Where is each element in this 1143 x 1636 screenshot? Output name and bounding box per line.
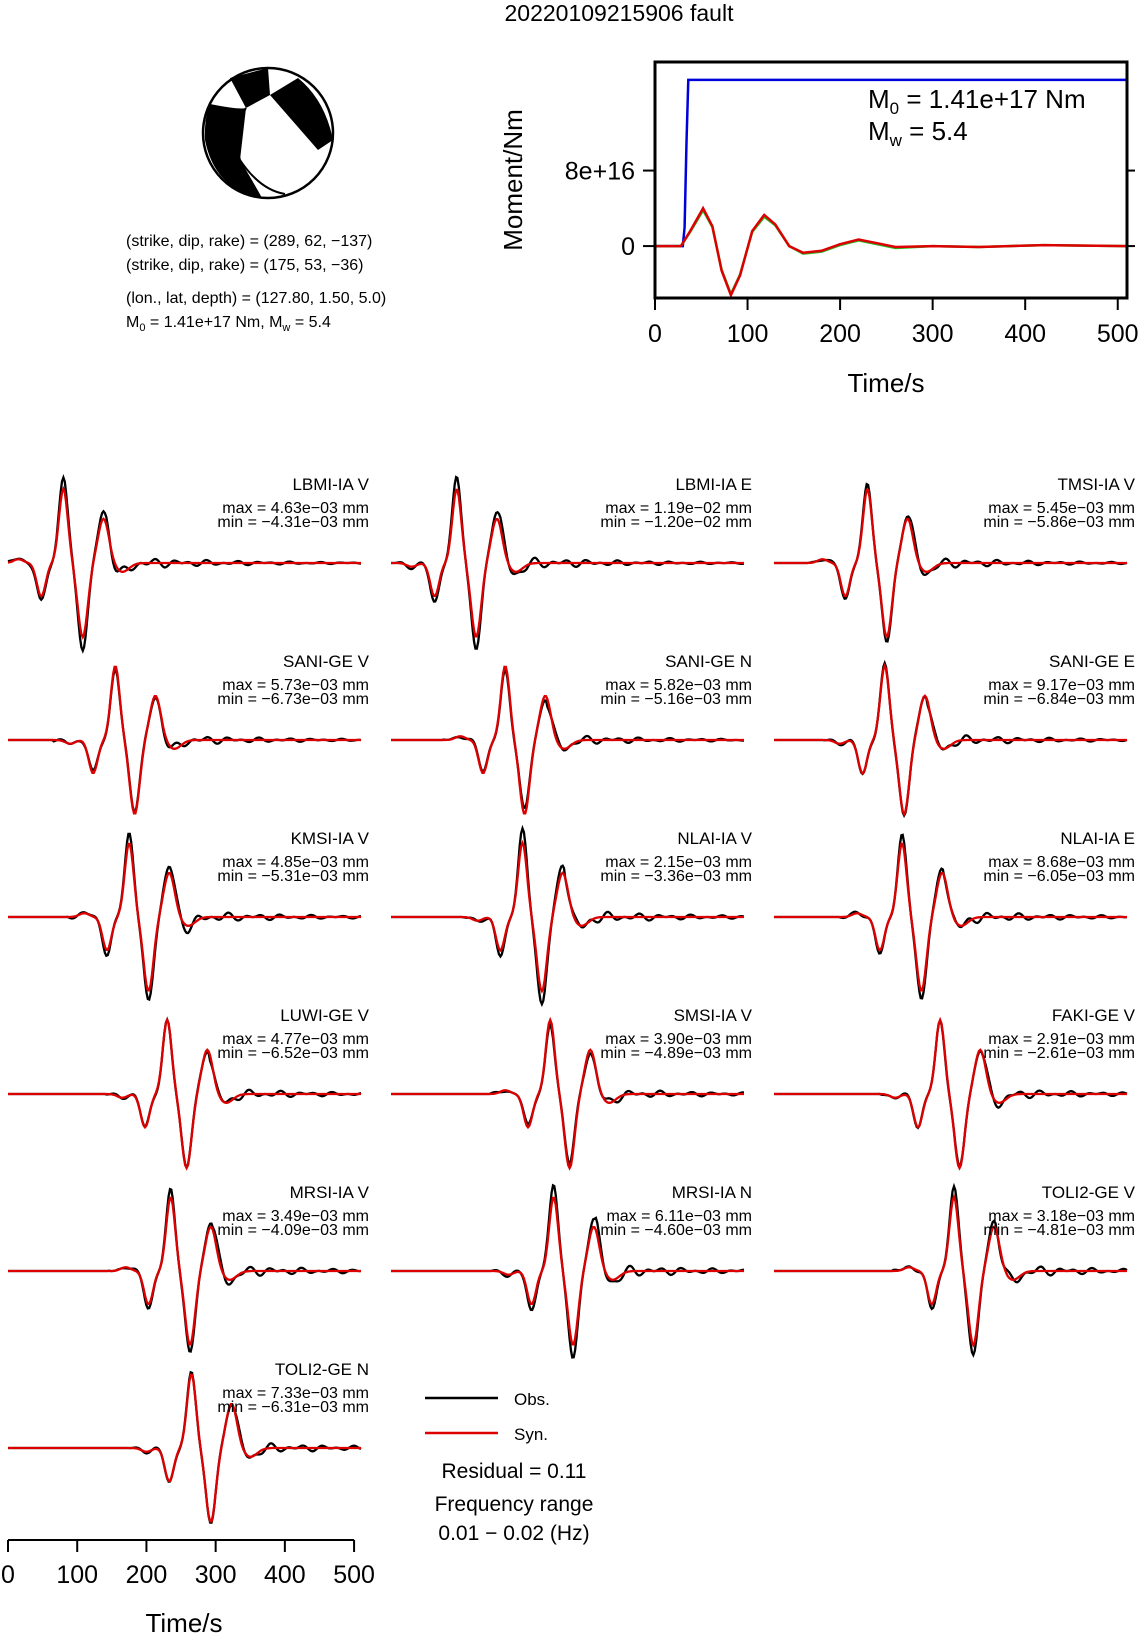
station-label: FAKI-GE V [1051, 1006, 1135, 1025]
station-max: max = 9.17e−03 mm [988, 677, 1135, 694]
station-label: MRSI-IA V [289, 1183, 369, 1202]
bottom-axis-label: Time/s [145, 1608, 223, 1636]
moment-y-tick-label: 8e+16 [564, 157, 635, 186]
station-label: SANI-GE N [665, 652, 752, 671]
station-min: min = −4.81e−03 mm [983, 1222, 1135, 1239]
station-max: max = 4.85e−03 mm [222, 854, 369, 871]
station-max: max = 3.49e−03 mm [222, 1208, 369, 1225]
station-label: SANI-GE E [1049, 652, 1135, 671]
station-min: min = −6.52e−03 mm [217, 1045, 369, 1062]
station-label: NLAI-IA V [677, 829, 752, 848]
station-label: NLAI-IA E [1060, 829, 1135, 848]
info-line-2: (strike, dip, rake) = (175, 53, −36) [126, 257, 364, 274]
station-max: max = 5.45e−03 mm [988, 500, 1135, 517]
bottom-axis-tick-label: 0 [1, 1561, 15, 1589]
station-min: min = −5.31e−03 mm [217, 868, 369, 885]
station-min: min = −4.09e−03 mm [217, 1222, 369, 1239]
station-min: min = −5.86e−03 mm [983, 514, 1135, 531]
legend-syn-label: Syn. [514, 1425, 549, 1444]
waveform-panel [8, 1360, 369, 1523]
station-min: min = −6.73e−03 mm [217, 691, 369, 708]
legend-obs-label: Obs. [514, 1390, 550, 1409]
moment-y-axis-label: Moment/Nm [498, 109, 528, 251]
info-line-1: (strike, dip, rake) = (289, 62, −137) [126, 233, 373, 250]
info-line-4: $M_0 = 1.41e+17$ Nm, $M_w = 5.4$ [126, 314, 331, 334]
figure-title: 20220109215906 fault [504, 0, 734, 26]
frequency-range-label: Frequency range [434, 1493, 594, 1516]
moment-x-tick-label: 500 [1096, 320, 1139, 348]
waveform-panel [391, 475, 752, 649]
waveform-panel [391, 828, 753, 1004]
bottom-axis-tick-label: 400 [264, 1561, 306, 1589]
waveform-time-axis [1, 1540, 375, 1636]
residual-text: Residual = 0.11 [441, 1460, 587, 1483]
waveform-panel [774, 1006, 1136, 1168]
station-max: max = 4.63e−03 mm [222, 500, 369, 517]
waveform-panel [8, 475, 370, 651]
station-max: max = 4.77e−03 mm [222, 1031, 369, 1048]
station-label: SANI-GE V [283, 652, 369, 671]
waveform-panel [391, 1006, 753, 1168]
station-max: max = 3.18e−03 mm [988, 1208, 1135, 1225]
station-max: max = 2.15e−03 mm [605, 854, 752, 871]
moment-y-tick-label: 0 [621, 233, 635, 262]
moment-function-plot [498, 62, 1139, 398]
waveform-panel [774, 475, 1136, 641]
station-max: max = 7.33e−03 mm [222, 1385, 369, 1402]
waveform-panel [774, 1183, 1136, 1355]
station-label: MRSI-IA N [671, 1183, 752, 1202]
frequency-range-value: 0.01 − 0.02 (Hz) [438, 1522, 590, 1545]
moment-m0-annotation: $M_0 = 1.41e+17$ Nm [868, 84, 1086, 118]
station-label: LBMI-IA E [675, 475, 752, 494]
waveform-panel [774, 652, 1135, 815]
info-line-3: (lon., lat, depth) = (127.80, 1.50, 5.0) [126, 290, 387, 307]
moment-x-tick-label: 0 [648, 320, 662, 348]
station-max: max = 3.90e−03 mm [605, 1031, 752, 1048]
station-min: min = −6.31e−03 mm [217, 1399, 369, 1416]
source-parameters [126, 233, 386, 334]
bottom-axis-tick-label: 500 [333, 1561, 375, 1589]
moment-x-tick-label: 100 [726, 320, 769, 348]
bottom-axis-tick-label: 100 [56, 1561, 99, 1589]
station-max: max = 1.19e−02 mm [605, 500, 752, 517]
station-max: max = 5.73e−03 mm [222, 677, 369, 694]
station-max: max = 2.91e−03 mm [988, 1031, 1135, 1048]
station-label: TOLI2-GE N [274, 1360, 369, 1379]
moment-series-2 [655, 208, 1127, 295]
waveform-panel [8, 1183, 370, 1352]
station-label: TMSI-IA V [1057, 475, 1135, 494]
moment-x-tick-label: 400 [1004, 320, 1047, 348]
legend [425, 1390, 550, 1444]
waveform-panel [8, 1006, 370, 1168]
waveform-panel [391, 1183, 752, 1357]
moment-x-axis-label: Time/s [847, 368, 925, 398]
waveform-panel [8, 829, 370, 1000]
station-min: min = −6.84e−03 mm [983, 691, 1135, 708]
station-label: SMSI-IA V [673, 1006, 752, 1025]
station-label: TOLI2-GE V [1041, 1183, 1135, 1202]
waveform-panel [8, 652, 370, 813]
station-min: min = −2.61e−03 mm [983, 1045, 1135, 1062]
station-min: min = −4.89e−03 mm [600, 1045, 752, 1062]
station-min: min = −5.16e−03 mm [600, 691, 752, 708]
station-min: min = −4.31e−03 mm [217, 514, 369, 531]
station-min: min = −4.60e−03 mm [600, 1222, 752, 1239]
station-label: LUWI-GE V [280, 1006, 369, 1025]
station-min: min = −1.20e−02 mm [600, 514, 752, 531]
station-label: LBMI-IA V [292, 475, 369, 494]
bottom-axis-tick-label: 200 [125, 1561, 168, 1589]
waveform-panel [774, 829, 1135, 998]
station-max: max = 5.82e−03 mm [605, 677, 752, 694]
waveform-panels [8, 475, 1136, 1523]
station-label: KMSI-IA V [290, 829, 369, 848]
bottom-axis-tick-label: 300 [194, 1561, 237, 1589]
beachball-focal-mechanism [203, 68, 333, 198]
station-min: min = −3.36e−03 mm [600, 868, 752, 885]
moment-x-tick-label: 200 [819, 320, 861, 348]
moment-mw-annotation: $M_w = 5.4$ [868, 116, 968, 150]
station-max: max = 6.11e−03 mm [606, 1208, 752, 1225]
waveform-panel [391, 652, 752, 813]
station-max: max = 8.68e−03 mm [988, 854, 1135, 871]
station-min: min = −6.05e−03 mm [983, 868, 1135, 885]
moment-x-tick-label: 300 [911, 320, 954, 348]
